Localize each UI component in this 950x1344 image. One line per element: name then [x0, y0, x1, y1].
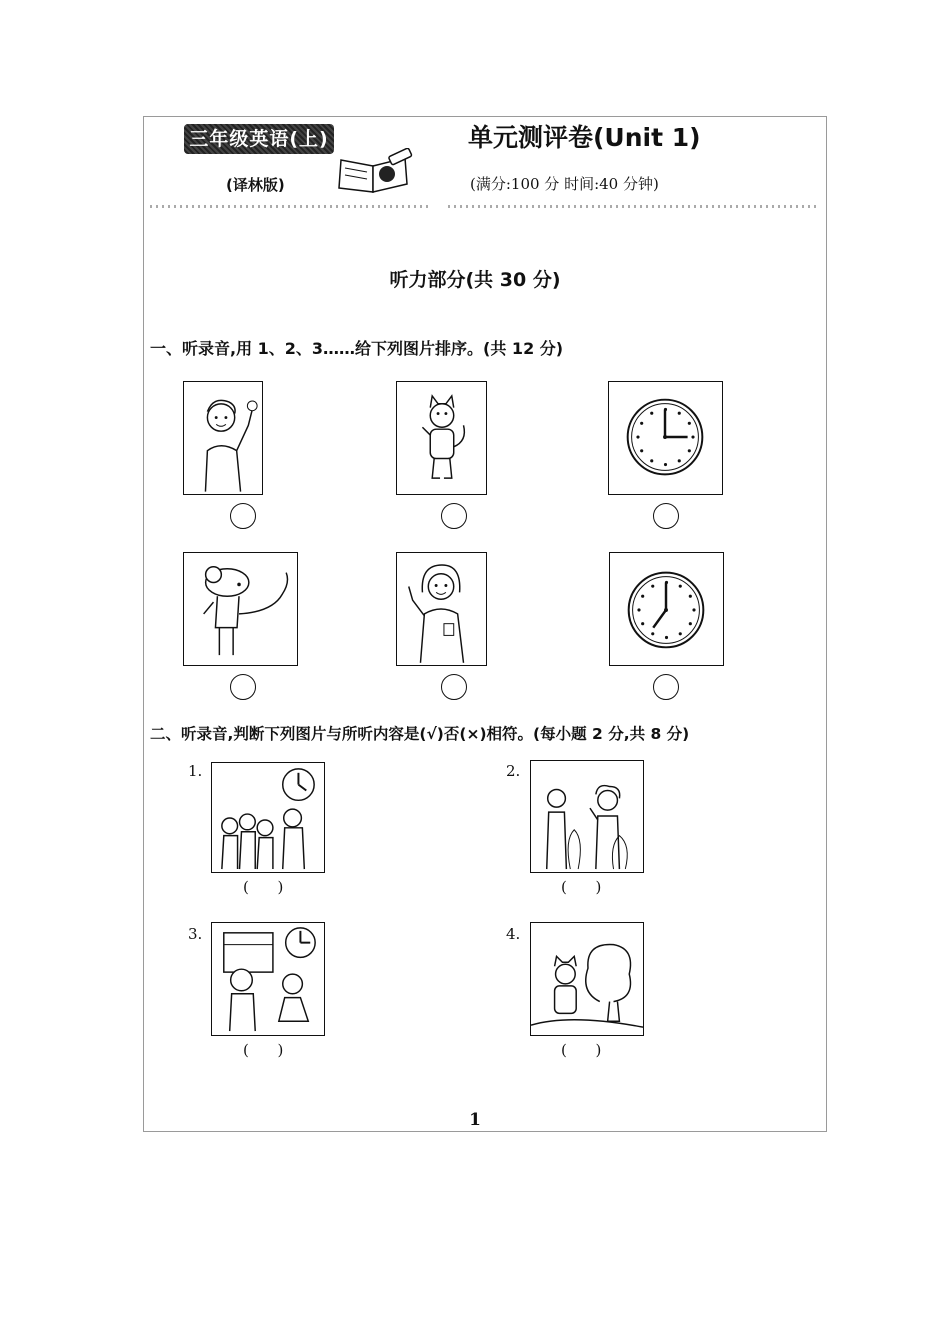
score-time-label: (满分:100 分 时间:40 分钟): [470, 175, 659, 193]
children-and-teacher-icon: [212, 763, 324, 872]
picture-clock-eight: [609, 552, 724, 666]
page-title: 单元测评卷(Unit 1): [468, 123, 701, 152]
clock-eight-icon: [610, 553, 723, 665]
picture-cat-waving: [396, 381, 487, 495]
answer-blank-3[interactable]: ( ): [243, 1041, 284, 1059]
part2-instruction: 二、听录音,判断下列图片与所听内容是(√)否(×)相符。(每小题 2 分,共 8 分): [150, 725, 690, 743]
order-circle-3[interactable]: [653, 503, 679, 529]
order-circle-1[interactable]: [230, 503, 256, 529]
order-circle-6[interactable]: [653, 674, 679, 700]
header-dotted-line-right: [448, 205, 818, 208]
picture-item-4: [530, 922, 644, 1036]
picture-boy-waving: [183, 381, 263, 495]
picture-woman-waving: [396, 552, 487, 666]
book-icon: [335, 148, 415, 196]
item-number-3: 3.: [188, 925, 203, 943]
mouse-icon: [184, 553, 297, 665]
section-title: 听力部分(共 30 分): [389, 269, 561, 291]
part1-instruction: 一、听录音,用 1、2、3……给下列图片排序。(共 12 分): [150, 339, 564, 358]
order-circle-5[interactable]: [441, 674, 467, 700]
order-circle-2[interactable]: [441, 503, 467, 529]
cat-and-tree-icon: [531, 923, 643, 1035]
picture-item-1: [211, 762, 325, 873]
order-circle-4[interactable]: [230, 674, 256, 700]
picture-item-2: [530, 760, 644, 873]
answer-blank-4[interactable]: ( ): [561, 1041, 602, 1059]
clock-three-icon: [609, 382, 722, 494]
item-number-4: 4.: [506, 925, 521, 943]
picture-clock-three: [608, 381, 723, 495]
item-number-1: 1.: [188, 762, 203, 780]
answer-blank-2[interactable]: ( ): [561, 878, 602, 896]
header-dotted-line-left: [150, 205, 430, 208]
page-number: 1: [469, 1110, 481, 1130]
item-number-2: 2.: [506, 762, 521, 780]
grade-badge: 三年级英语(上): [184, 124, 334, 154]
boy-waving-icon: [184, 382, 262, 494]
two-people-greeting-icon: [531, 761, 643, 872]
picture-item-3: [211, 922, 325, 1036]
answer-blank-1[interactable]: ( ): [243, 878, 284, 896]
edition-label: (译林版): [226, 176, 285, 194]
woman-waving-icon: [397, 553, 486, 665]
boy-girl-window-clock-icon: [212, 923, 324, 1035]
picture-mouse: [183, 552, 298, 666]
cat-waving-icon: [397, 382, 486, 494]
